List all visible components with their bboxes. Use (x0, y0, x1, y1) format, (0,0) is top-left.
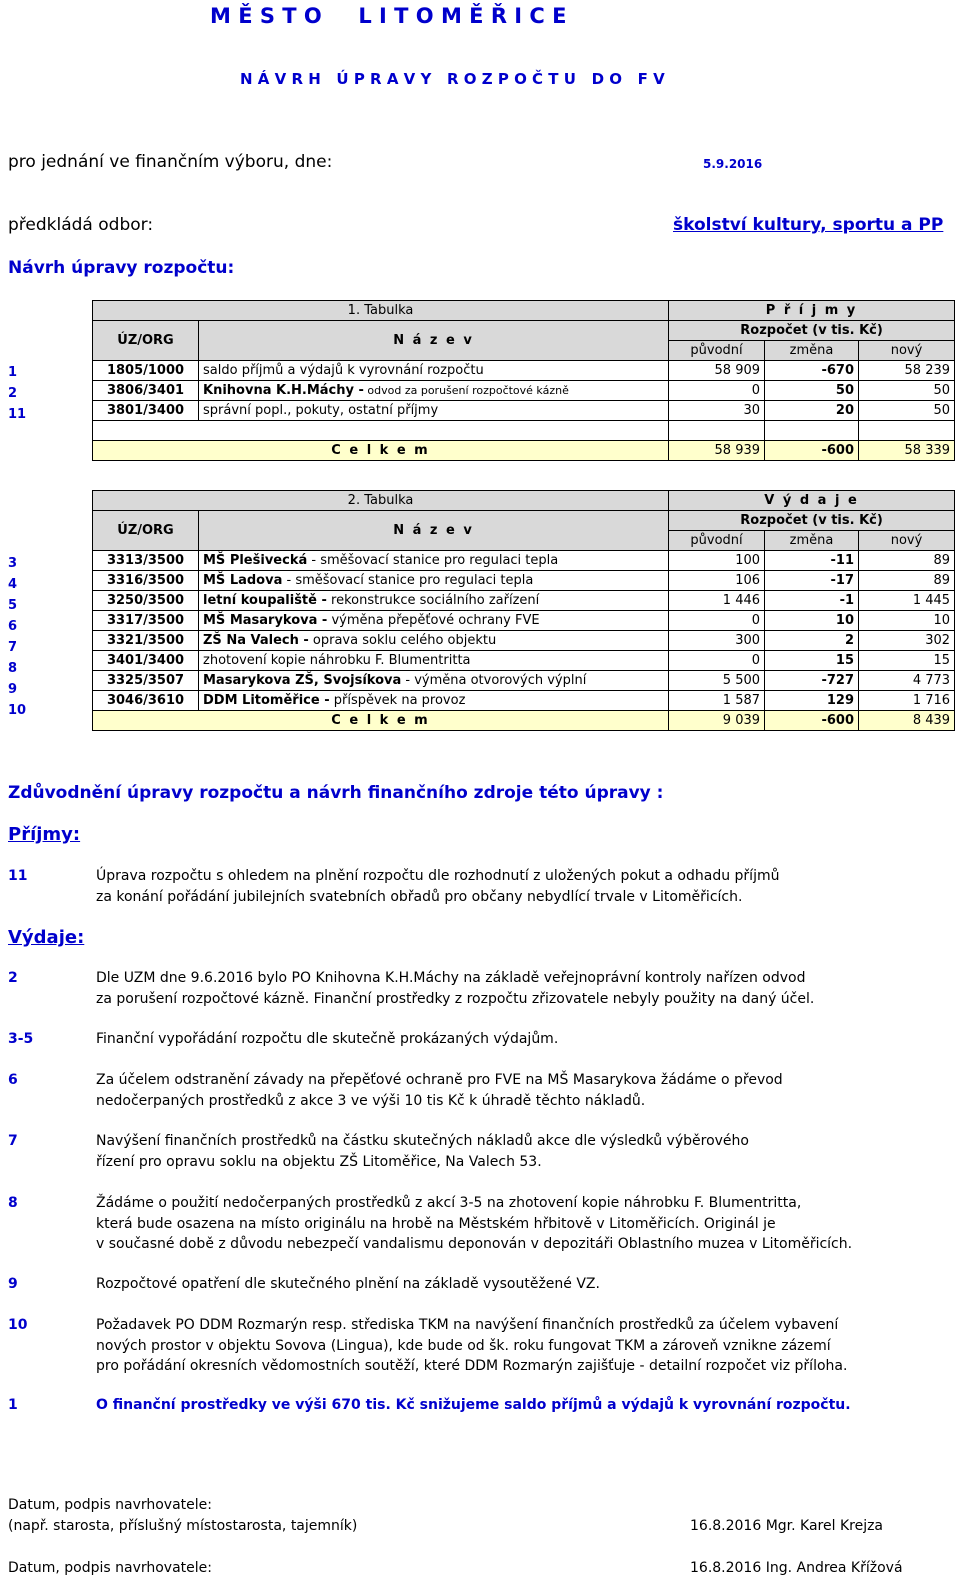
row-number: 7 (8, 640, 18, 655)
table-type-label: P ř í j m y (669, 301, 955, 321)
signature-label: Datum, podpis navrhovatele: (8, 1497, 212, 1513)
meeting-date: 5.9.2016 (703, 157, 763, 171)
table-row (93, 631, 955, 651)
row-number: 2 (8, 386, 18, 401)
department-link[interactable]: školství kultury, sportu a PP (673, 215, 944, 235)
note-text: Za účelem odstranění závady na přepěťové ochraně pro FVE na MŠ Masarykova žádáme o převod nedočerpaných prostředků z akce 3 ve výši 10 tis Kč k úhradě těchto nákladů. (96, 1072, 783, 1109)
total-original: 58 939 (669, 441, 765, 461)
change-value: 15 (765, 651, 859, 671)
original-value: 58 909 (669, 361, 765, 381)
note-text: Dle UZM dne 9.6.2016 bylo PO Knihovna K.H.Máchy na základě veřejnoprávní kontroly nařízen odvod za porušení rozpočtové kázně. Finanční prostředky z rozpočtu zřizovatele nebyly použity na daný účel. (96, 970, 815, 1007)
justification-heading: Zdůvodnění úpravy rozpočtu a návrh finančního zdroje této úpravy : (8, 783, 664, 803)
submitter-label: předkládá odbor: (8, 215, 154, 235)
table-row (93, 551, 955, 571)
column-header-new: nový (859, 531, 955, 551)
table-row (93, 671, 955, 691)
signature-2: 16.8.2016 Ing. Andrea Křížová (690, 1560, 903, 1576)
table-row (93, 401, 955, 421)
row-number: 6 (8, 619, 18, 634)
column-header-original: původní (669, 341, 765, 361)
change-value: 129 (765, 691, 859, 711)
change-value: 50 (765, 381, 859, 401)
item-name: MŠ Masarykova - výměna přepěťové ochrany FVE (199, 611, 669, 631)
total-change: -600 (765, 711, 859, 731)
item-name: Knihovna K.H.Máchy - odvod za porušení rozpočtové kázně (199, 381, 669, 401)
total-label: C e l k e m (93, 711, 669, 731)
original-value: 1 587 (669, 691, 765, 711)
column-header-name: N á z e v (199, 321, 669, 361)
item-name: letní koupaliště - rekonstrukce sociálního zařízení (199, 591, 669, 611)
row-number: 3 (8, 556, 18, 571)
change-value: 2 (765, 631, 859, 651)
item-name: MŠ Plešivecká - směšovací stanice pro regulaci tepla (199, 551, 669, 571)
original-value: 106 (669, 571, 765, 591)
signature-1: 16.8.2016 Mgr. Karel Krejza (690, 1518, 884, 1534)
org-code: 1805/1000 (93, 361, 199, 381)
total-change: -600 (765, 441, 859, 461)
note-number: 2 (8, 970, 18, 986)
total-label: C e l k e m (93, 441, 669, 461)
new-value: 50 (859, 381, 955, 401)
table-row (93, 571, 955, 591)
item-name: MŠ Ladova - směšovací stanice pro regulaci tepla (199, 571, 669, 591)
column-header-org: ÚZ/ORG (93, 511, 199, 551)
expense-heading: Výdaje: (8, 927, 85, 948)
note-text: Úprava rozpočtu s ohledem na plnění rozpočtu dle rozhodnutí z uložených pokut a odhadu příjmů za konání pořádání jubilejních svatebních obřadů pro občany nebydlící trvale v Litoměřicích. (96, 868, 780, 905)
new-value: 50 (859, 401, 955, 421)
row-number: 11 (8, 407, 27, 422)
row-number: 1 (8, 365, 18, 380)
row-number: 10 (8, 703, 27, 718)
income-heading: Příjmy: (8, 824, 81, 845)
original-value: 30 (669, 401, 765, 421)
row-number: 5 (8, 598, 18, 613)
income-table (92, 300, 955, 461)
column-header-change: změna (765, 341, 859, 361)
total-new: 8 439 (859, 711, 955, 731)
new-value: 89 (859, 551, 955, 571)
new-value: 10 (859, 611, 955, 631)
column-header-change: změna (765, 531, 859, 551)
original-value: 0 (669, 651, 765, 671)
note-number: 6 (8, 1072, 18, 1088)
org-code: 3046/3610 (93, 691, 199, 711)
expense-table (92, 490, 955, 731)
note-text: Požadavek PO DDM Rozmarýn resp. střediska TKM na navýšení finančních prostředků za účelem vybavení nových prostor v objektu Sovova (Lingua), kde bude od šk. roku fungovat TKM a zároveň vznikne zázemí pro pořádání okresních vědomostních soutěží, které DDM Rozmarýn zajišťuje - detailní rozpočet viz příloha. (96, 1317, 848, 1374)
row-number: 4 (8, 577, 18, 592)
column-header-new: nový (859, 341, 955, 361)
table-row (93, 361, 955, 381)
note-text: Navýšení finančních prostředků na částku skutečných nákladů akce dle výsledků výběrového řízení pro opravu soklu na objektu ZŠ Litoměřice, Na Valech 53. (96, 1133, 749, 1170)
spacer-row (93, 421, 955, 441)
row-number: 8 (8, 661, 18, 676)
table-row (93, 591, 955, 611)
note-number: 11 (8, 868, 28, 884)
org-code: 3316/3500 (93, 571, 199, 591)
meeting-label: pro jednání ve finančním výboru, dne: (8, 152, 333, 172)
new-value: 302 (859, 631, 955, 651)
original-value: 300 (669, 631, 765, 651)
org-code: 3801/3400 (93, 401, 199, 421)
item-name: saldo příjmů a výdajů k vyrovnání rozpočtu (199, 361, 669, 381)
org-code: 3325/3507 (93, 671, 199, 691)
budget-header: Rozpočet (v tis. Kč) (669, 511, 955, 531)
table-row (93, 611, 955, 631)
document-subtitle: N Á V R H Ú P R A V Y R O Z P O Č T U D O F V (240, 70, 665, 88)
original-value: 5 500 (669, 671, 765, 691)
table-row (93, 651, 955, 671)
item-name: ZŠ Na Valech - oprava soklu celého objektu (199, 631, 669, 651)
item-name: Masarykova ZŠ, Svojsíkova - výměna otvorových výplní (199, 671, 669, 691)
original-value: 100 (669, 551, 765, 571)
column-header-org: ÚZ/ORG (93, 321, 199, 361)
org-code: 3317/3500 (93, 611, 199, 631)
new-value: 4 773 (859, 671, 955, 691)
new-value: 1 445 (859, 591, 955, 611)
column-header-original: původní (669, 531, 765, 551)
table-row (93, 381, 955, 401)
org-code: 3321/3500 (93, 631, 199, 651)
note-number: 9 (8, 1276, 18, 1292)
original-value: 1 446 (669, 591, 765, 611)
total-new: 58 339 (859, 441, 955, 461)
budget-header: Rozpočet (v tis. Kč) (669, 321, 955, 341)
table-type-label: V ý d a j e (669, 491, 955, 511)
change-value: 10 (765, 611, 859, 631)
note-text: Finanční vypořádání rozpočtu dle skutečně prokázaných výdajům. (96, 1031, 559, 1047)
org-code: 3401/3400 (93, 651, 199, 671)
table-row (93, 691, 955, 711)
note-number: 1 (8, 1397, 18, 1413)
row-number: 9 (8, 682, 18, 697)
table-title: 2. Tabulka (93, 491, 669, 511)
new-value: 1 716 (859, 691, 955, 711)
org-code: 3250/3500 (93, 591, 199, 611)
item-name: zhotovení kopie náhrobku F. Blumentritta (199, 651, 669, 671)
note-number: 3-5 (8, 1031, 34, 1047)
signature-label: Datum, podpis navrhovatele: (8, 1560, 212, 1576)
change-value: 20 (765, 401, 859, 421)
note-number: 8 (8, 1195, 18, 1211)
final-statement: O finanční prostředky ve výši 670 tis. Kč snižujeme saldo příjmů a výdajů k vyrovnání rozpočtu. (96, 1397, 851, 1413)
note-number: 7 (8, 1133, 18, 1149)
new-value: 15 (859, 651, 955, 671)
item-name: správní popl., pokuty, ostatní příjmy (199, 401, 669, 421)
original-value: 0 (669, 611, 765, 631)
change-value: -11 (765, 551, 859, 571)
new-value: 58 239 (859, 361, 955, 381)
total-row (93, 711, 955, 731)
note-text: Rozpočtové opatření dle skutečného plnění na základě vysoutěžené VZ. (96, 1276, 600, 1292)
total-row (93, 441, 955, 461)
change-value: -1 (765, 591, 859, 611)
signature-hint: (např. starosta, příslušný místostarosta, tajemník) (8, 1518, 358, 1534)
org-code: 3313/3500 (93, 551, 199, 571)
total-original: 9 039 (669, 711, 765, 731)
change-value: -670 (765, 361, 859, 381)
table-title: 1. Tabulka (93, 301, 669, 321)
column-header-name: N á z e v (199, 511, 669, 551)
change-value: -17 (765, 571, 859, 591)
item-name: DDM Litoměřice - příspěvek na provoz (199, 691, 669, 711)
change-value: -727 (765, 671, 859, 691)
city-title: M Ě S T O L I T O M Ě Ř I C E (210, 4, 567, 28)
org-code: 3806/3401 (93, 381, 199, 401)
proposal-label: Návrh úpravy rozpočtu: (8, 258, 235, 278)
new-value: 89 (859, 571, 955, 591)
note-number: 10 (8, 1317, 28, 1333)
original-value: 0 (669, 381, 765, 401)
note-text: Žádáme o použití nedočerpaných prostředků z akcí 3-5 na zhotovení kopie náhrobku F. Blumentritta, která bude osazena na místo originálu na hrobě na Městském hřbitově v Litoměřicích. Originál je v současné době z důvodu nebezpečí vandalismu deponován v depozitáři Oblastního muzea v Litoměřicích. (96, 1195, 853, 1252)
